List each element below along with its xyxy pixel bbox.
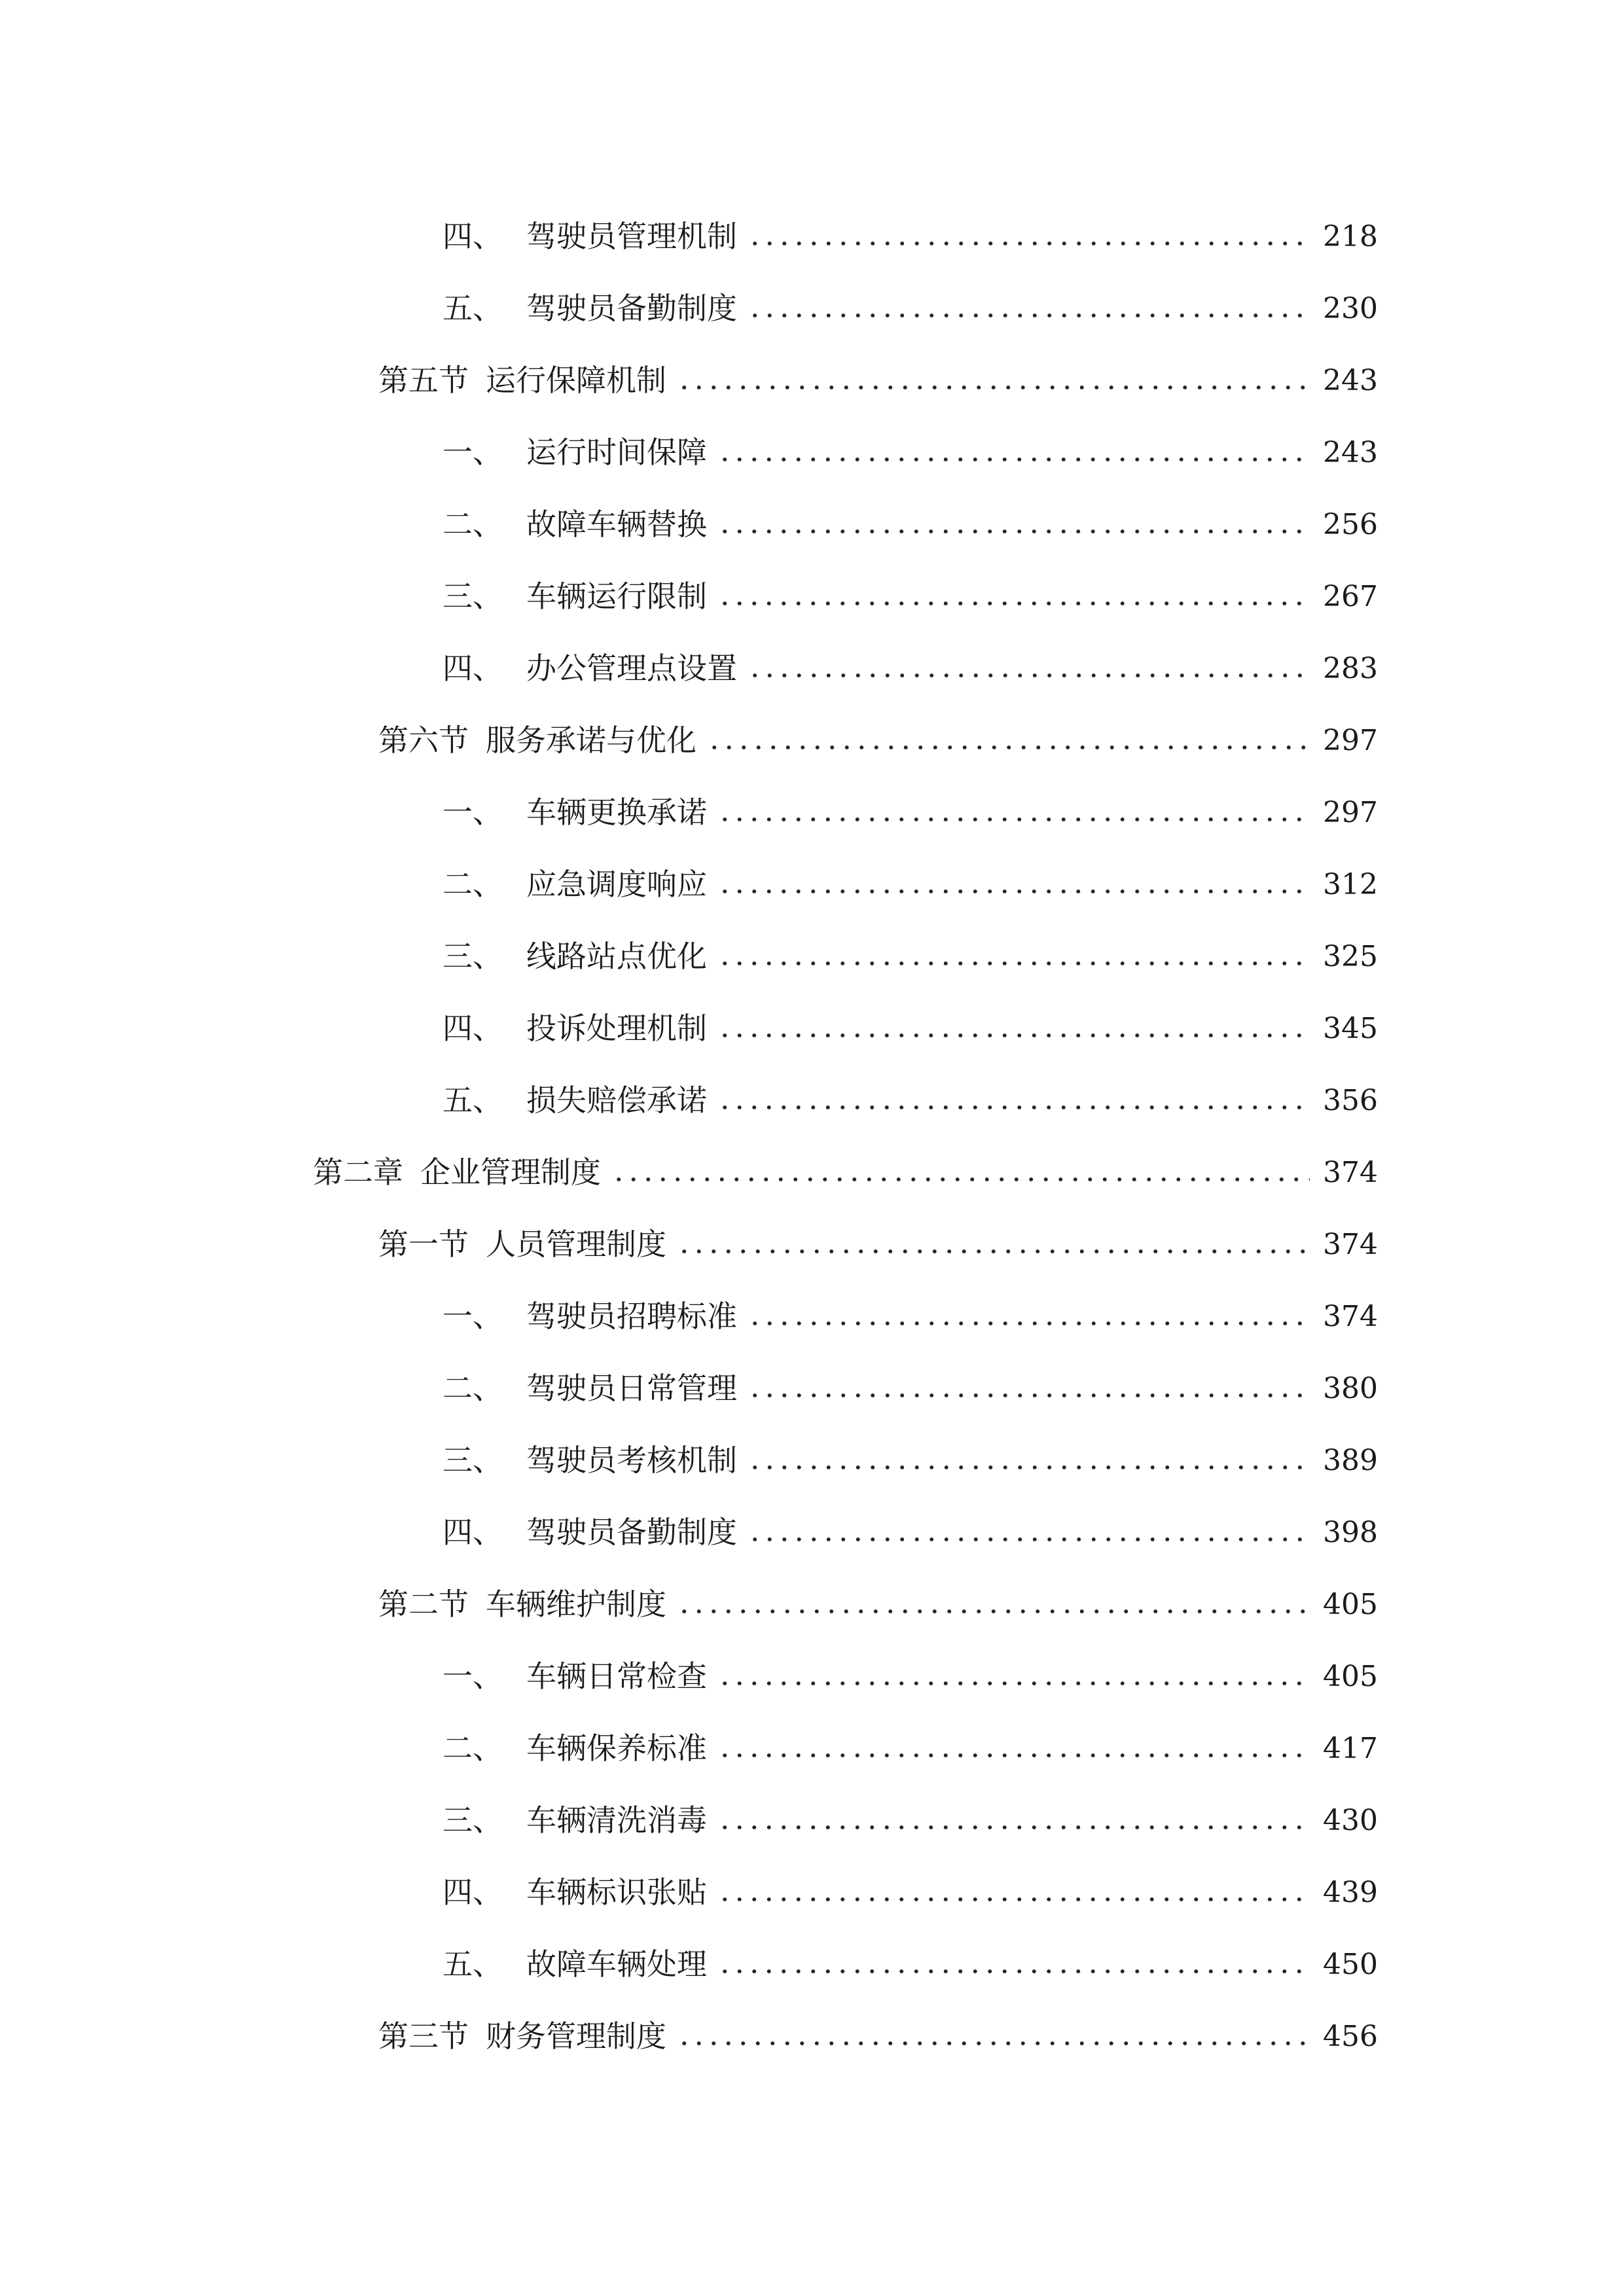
- toc-entry-title: 财务管理制度: [486, 2018, 666, 2054]
- toc-entry-number: 第六节: [378, 723, 469, 758]
- toc-entry-title: 人员管理制度: [486, 1227, 666, 1262]
- toc-entry-page-number: 374: [1323, 1300, 1378, 1333]
- toc-entry[interactable]: [442, 492, 1378, 542]
- toc-entry-number: 二、: [442, 1731, 503, 1766]
- toc-entry-page-number: 283: [1323, 652, 1378, 685]
- toc-entry[interactable]: [442, 1932, 1378, 1982]
- toc-entry[interactable]: [378, 1212, 1378, 1262]
- toc-entry-title: 运行保障机制: [486, 363, 666, 398]
- toc-entry-title: 车辆运行限制: [526, 579, 707, 614]
- dot-leader: [748, 1393, 1310, 1398]
- toc-entry-number: 第五节: [378, 363, 469, 398]
- toc-entry-page-number: 430: [1323, 1804, 1378, 1837]
- toc-entry-number: 一、: [442, 435, 503, 470]
- toc-entry-number: 二、: [442, 507, 503, 542]
- toc-entry-number: 二、: [442, 1371, 503, 1406]
- toc-entry-page-number: 417: [1323, 1732, 1378, 1765]
- dot-leader: [748, 241, 1310, 246]
- dot-leader: [677, 2041, 1310, 2046]
- toc-entry[interactable]: [442, 1068, 1378, 1118]
- toc-entry-title: 故障车辆替换: [526, 507, 707, 542]
- toc-entry-page-number: 297: [1323, 796, 1378, 829]
- toc-entry-number: 第二节: [378, 1587, 469, 1622]
- dot-leader: [717, 1897, 1310, 1902]
- toc-entry[interactable]: [442, 996, 1378, 1046]
- dot-leader: [717, 1033, 1310, 1038]
- toc-entry-title: 车辆更换承诺: [526, 795, 707, 830]
- toc-entry-number: 五、: [442, 1946, 503, 1982]
- dot-leader: [717, 889, 1310, 894]
- toc-entry[interactable]: [442, 780, 1378, 830]
- toc-entry-page-number: 398: [1323, 1516, 1378, 1549]
- dot-leader: [748, 313, 1310, 318]
- toc-entry-title: 服务承诺与优化: [486, 723, 696, 758]
- toc-entry-title: 驾驶员招聘标准: [526, 1299, 737, 1334]
- toc-entry[interactable]: [442, 1356, 1378, 1406]
- toc-entry-number: 五、: [442, 291, 503, 326]
- toc-entry-page-number: 218: [1323, 220, 1378, 253]
- dot-leader: [717, 529, 1310, 534]
- toc-entry-page-number: 325: [1323, 940, 1378, 973]
- toc-entry-number: 三、: [442, 579, 503, 614]
- dot-leader: [717, 817, 1310, 822]
- toc-entry-page-number: 297: [1323, 724, 1378, 757]
- toc-entry[interactable]: [442, 1428, 1378, 1478]
- toc-entry[interactable]: [442, 636, 1378, 686]
- toc-entry-page-number: 243: [1323, 436, 1378, 469]
- toc-entry-page-number: 243: [1323, 364, 1378, 397]
- toc-entry-title: 车辆日常检查: [526, 1659, 707, 1694]
- toc-entry[interactable]: [442, 1788, 1378, 1838]
- toc-entry[interactable]: [378, 1572, 1378, 1622]
- toc-entry[interactable]: [378, 2004, 1378, 2054]
- toc-entry-title: 车辆维护制度: [486, 1587, 666, 1622]
- toc-entry[interactable]: [442, 1500, 1378, 1550]
- toc-entry[interactable]: [378, 708, 1378, 758]
- toc-entry-number: 第二章: [313, 1155, 403, 1190]
- dot-leader: [748, 1321, 1310, 1326]
- toc-entry-title: 驾驶员考核机制: [526, 1443, 737, 1478]
- toc-entry-number: 第三节: [378, 2018, 469, 2054]
- dot-leader: [611, 1177, 1310, 1182]
- toc-entry[interactable]: [442, 1860, 1378, 1910]
- toc-entry-title: 线路站点优化: [526, 939, 707, 974]
- toc-entry-page-number: 356: [1323, 1084, 1378, 1117]
- toc-entry-number: 四、: [442, 1515, 503, 1550]
- toc-entry-title: 运行时间保障: [526, 435, 707, 470]
- toc-entry-number: 三、: [442, 939, 503, 974]
- toc-entry-page-number: 405: [1323, 1660, 1378, 1693]
- toc-entry-title: 故障车辆处理: [526, 1946, 707, 1982]
- toc-entry-title: 应急调度响应: [526, 867, 707, 902]
- dot-leader: [717, 1681, 1310, 1686]
- toc-entry-page-number: 374: [1323, 1228, 1378, 1261]
- toc-entry[interactable]: [378, 348, 1378, 398]
- dot-leader: [717, 1969, 1310, 1974]
- toc-entry-number: 第一节: [378, 1227, 469, 1262]
- dot-leader: [677, 1249, 1310, 1254]
- toc-entry-number: 五、: [442, 1083, 503, 1118]
- toc-entry-number: 四、: [442, 1011, 503, 1046]
- dot-leader: [717, 601, 1310, 606]
- toc-entry[interactable]: [442, 1284, 1378, 1334]
- toc-entry-title: 驾驶员日常管理: [526, 1371, 737, 1406]
- toc-entry-page-number: 456: [1323, 2020, 1378, 2053]
- toc-entry-number: 一、: [442, 1659, 503, 1694]
- toc-entry-number: 一、: [442, 795, 503, 830]
- toc-entry-page-number: 312: [1323, 868, 1378, 901]
- toc-entry-page-number: 405: [1323, 1588, 1378, 1621]
- toc-entry[interactable]: [313, 1140, 1378, 1190]
- toc-entry-number: 四、: [442, 219, 503, 254]
- dot-leader: [748, 1537, 1310, 1542]
- toc-entry-number: 一、: [442, 1299, 503, 1334]
- toc-entry-number: 三、: [442, 1803, 503, 1838]
- toc-entry-number: 三、: [442, 1443, 503, 1478]
- toc-entry-number: 四、: [442, 651, 503, 686]
- toc-entry-page-number: 450: [1323, 1948, 1378, 1981]
- dot-leader: [748, 673, 1310, 678]
- toc-entry[interactable]: [442, 276, 1378, 326]
- toc-entry[interactable]: [442, 1716, 1378, 1766]
- toc-entry-title: 驾驶员备勤制度: [526, 291, 737, 326]
- toc-entry-title: 车辆标识张贴: [526, 1874, 707, 1910]
- toc-entry-page-number: 439: [1323, 1876, 1378, 1909]
- toc-entry-title: 驾驶员备勤制度: [526, 1515, 737, 1550]
- toc-entry-title: 车辆清洗消毒: [526, 1803, 707, 1838]
- toc-entry-page-number: 380: [1323, 1372, 1378, 1405]
- dot-leader: [717, 457, 1310, 462]
- dot-leader: [748, 1465, 1310, 1470]
- toc-entry-title: 办公管理点设置: [526, 651, 737, 686]
- toc-entry-title: 车辆保养标准: [526, 1731, 707, 1766]
- toc-entry-page-number: 267: [1323, 580, 1378, 613]
- toc-entry-title: 损失赔偿承诺: [526, 1083, 707, 1118]
- toc-entry[interactable]: [442, 852, 1378, 902]
- toc-entry-page-number: 345: [1323, 1012, 1378, 1045]
- toc-entry-title: 投诉处理机制: [526, 1011, 707, 1046]
- toc-entry-number: 二、: [442, 867, 503, 902]
- toc-entry-title: 驾驶员管理机制: [526, 219, 737, 254]
- toc-entry-page-number: 230: [1323, 292, 1378, 325]
- toc-entry[interactable]: [442, 420, 1378, 470]
- toc-entry-page-number: 389: [1323, 1444, 1378, 1477]
- dot-leader: [717, 1105, 1310, 1110]
- dot-leader: [717, 961, 1310, 966]
- toc-entry-page-number: 374: [1323, 1156, 1378, 1189]
- toc-entry[interactable]: [442, 204, 1378, 254]
- toc-entry-page-number: 256: [1323, 508, 1378, 541]
- toc-entry[interactable]: [442, 1644, 1378, 1694]
- toc-entry[interactable]: [442, 564, 1378, 614]
- dot-leader: [707, 745, 1310, 750]
- toc-entry-title: 企业管理制度: [420, 1155, 601, 1190]
- dot-leader: [717, 1753, 1310, 1758]
- dot-leader: [677, 1609, 1310, 1614]
- toc-entry-number: 四、: [442, 1874, 503, 1910]
- toc-entry[interactable]: [442, 924, 1378, 974]
- dot-leader: [677, 385, 1310, 390]
- dot-leader: [717, 1825, 1310, 1830]
